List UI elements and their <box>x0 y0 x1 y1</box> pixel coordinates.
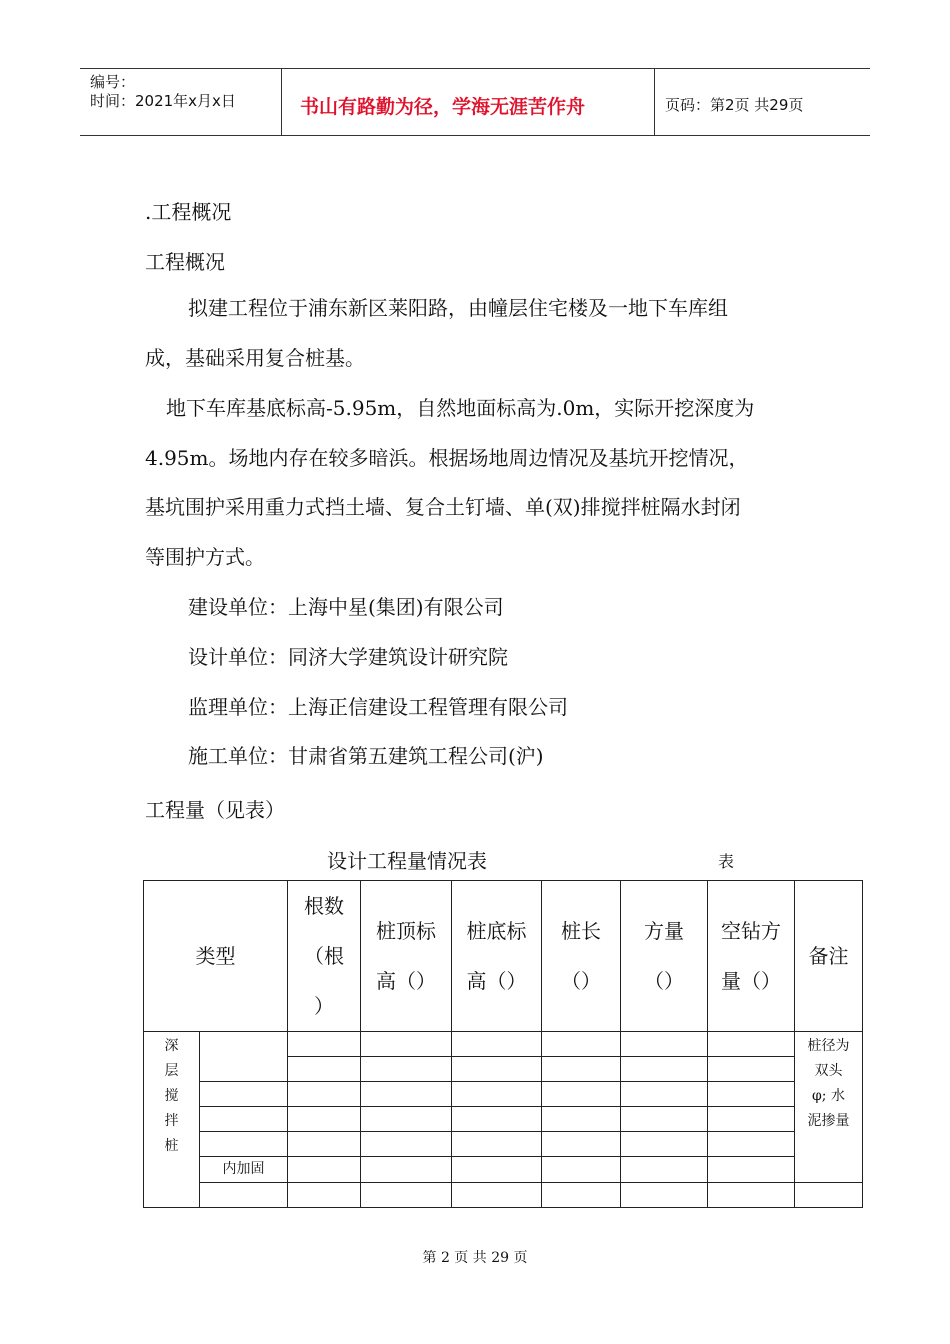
header-top-elevation: 桩顶标 高（） <box>361 881 452 1032</box>
quantity-heading: 工程量（见表） <box>145 798 285 822</box>
design-unit: 设计单位：同济大学建筑设计研究院 <box>188 645 508 669</box>
header-empty-drill-volume: 空钻方 量（） <box>708 881 795 1032</box>
header-remark: 备注 <box>795 881 863 1032</box>
header-top-rule <box>80 68 870 69</box>
header-motto: 书山有路勤为径，学海无涯苦作舟 <box>300 96 586 118</box>
table-header-row <box>144 881 863 1032</box>
para2-line1: 地下车库基底标高-5.95m，自然地面标高为.0m，实际开挖深度为 <box>166 396 755 420</box>
header-time: 时间：2021年x月x日 <box>90 92 236 110</box>
para1-line1: 拟建工程位于浦东新区莱阳路，由幢层住宅楼及一地下车库组 <box>188 296 728 320</box>
para2-line4: 等围护方式。 <box>145 545 265 569</box>
quantity-table <box>143 880 863 1208</box>
table-row <box>144 1032 863 1057</box>
table-title: 设计工程量情况表 <box>327 849 487 873</box>
remark-cell: 桩径为 双头 φ; 水 泥掺量 <box>795 1032 863 1183</box>
header-page-info: 页码：第2页 共29页 <box>665 96 804 114</box>
table-label: 表 <box>718 852 735 871</box>
supervision-unit: 监理单位：上海正信建设工程管理有限公司 <box>188 695 568 719</box>
construction-unit: 施工单位：甘肃省第五建筑工程公司(沪) <box>188 744 544 768</box>
header-pile-length: 桩长 （） <box>542 881 621 1032</box>
table-row <box>144 1157 863 1183</box>
owner-unit: 建设单位：上海中星(集团)有限公司 <box>188 595 504 619</box>
table-row <box>144 1183 863 1208</box>
sub-label-cell: 内加固 <box>200 1157 288 1183</box>
category-cell: 深 层 搅 拌 桩 <box>144 1032 200 1208</box>
para2-line3: 基坑围护采用重力式挡土墙、复合土钉墙、单(双)排搅拌桩隔水封闭 <box>145 495 741 519</box>
table-row <box>144 1082 863 1107</box>
header-type: 类型 <box>144 881 288 1032</box>
header-divider-1 <box>281 68 282 136</box>
table-row <box>144 1132 863 1157</box>
table-row <box>144 1107 863 1132</box>
header-divider-2 <box>654 68 655 136</box>
header-volume: 方量 （） <box>621 881 708 1032</box>
para2-line2: 4.95m。场地内存在较多暗浜。根据场地周边情况及基坑开挖情况， <box>145 446 749 470</box>
sub-type-cell <box>200 1032 288 1082</box>
heading-overview-2: 工程概况 <box>145 250 225 274</box>
header-bottom-elevation: 桩底标 高（） <box>452 881 542 1032</box>
header-number: 编号： <box>90 73 136 91</box>
para1-line2: 成，基础采用复合桩基。 <box>145 346 365 370</box>
header-count: 根数 （根 ） <box>288 881 361 1032</box>
header-bottom-rule <box>80 135 870 136</box>
heading-overview-1: .工程概况 <box>145 200 232 224</box>
page-footer: 第 2 页 共 29 页 <box>422 1250 528 1266</box>
